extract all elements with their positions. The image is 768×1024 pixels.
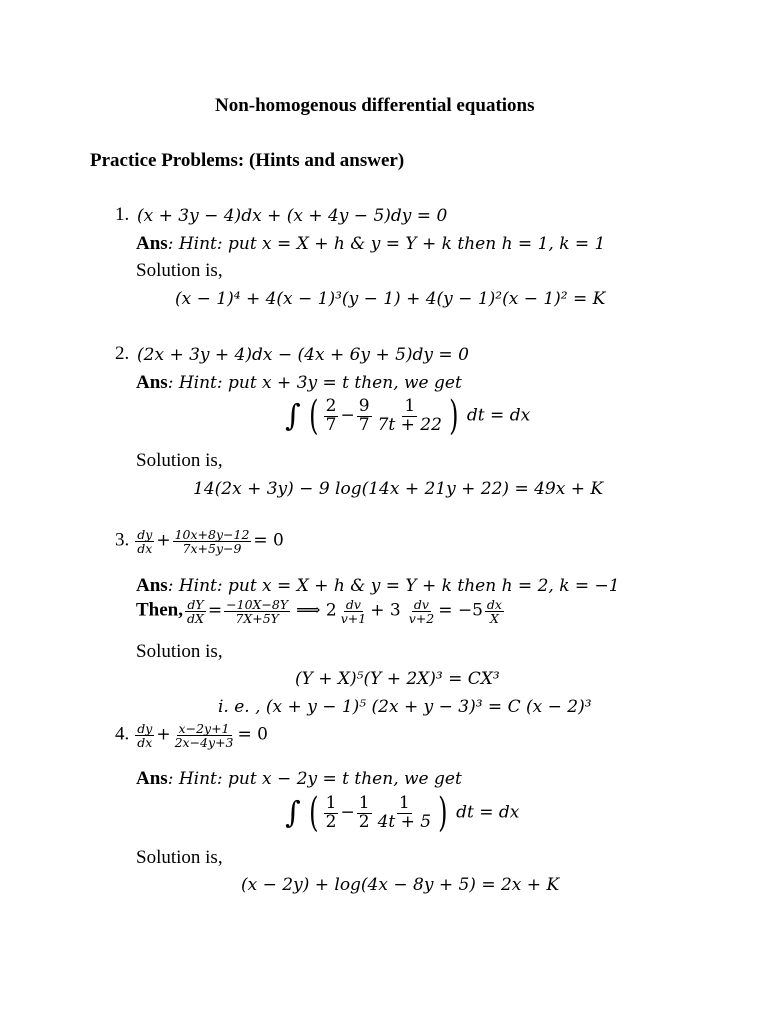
solution-label: Solution is, xyxy=(136,641,223,662)
problem-3-solution-ie: i. e. , (x + y − 1)⁵ (2x + y − 3)³ = C (x − 2)³ xyxy=(218,697,592,717)
ans-label: Ans xyxy=(136,372,168,393)
solution-label: Solution is, xyxy=(136,450,223,471)
problem-1-number: 1. xyxy=(115,204,130,225)
section-heading: Practice Problems: (Hints and answer) xyxy=(90,150,405,171)
problem-3-hint xyxy=(136,575,620,597)
ans-label: Ans xyxy=(136,575,168,596)
hint-text: : Hint: put x + 3y = t then, we get xyxy=(167,373,462,393)
problem-3-equation: 3. $\frac{dy}{dx}$ + $\frac{10x+8y-12}{7x+5y-9}$ = 0 xyxy=(115,527,284,557)
problem-4-integral: ∫ ( $\frac{1}{2}$ − $\frac{1}{2}$ $\frac{1}{4t + 5}$ ) dt = dx xyxy=(285,790,520,836)
hint-text: : Hint: put x = X + h & y = Y + k then h = 2, k = −1 xyxy=(167,576,620,596)
integral-sign: ∫ xyxy=(285,795,301,831)
problem-2-number: 2. xyxy=(115,343,130,364)
ans-label: Ans xyxy=(136,768,168,789)
problem-2-equation: (2x + 3y + 4)dx − (4x + 6y + 5)dy = 0 xyxy=(137,345,469,365)
hint-text: : Hint: put x = X + h & y = Y + k then h = 1, k = 1 xyxy=(167,234,606,254)
problem-1-equation: (x + 3y − 4)dx + (x + 4y − 5)dy = 0 xyxy=(137,206,448,226)
problem-2-solution: 14(2x + 3y) − 9 log(14x + 21y + 22) = 49x + K xyxy=(193,479,604,499)
hint-text: : Hint: put x − 2y = t then, we get xyxy=(167,769,462,789)
solution-label: Solution is, xyxy=(136,847,223,868)
problem-4-equation: 4. $\frac{dy}{dx}$ + $\frac{x-2y+1}{2x-4y+3}$ = 0 xyxy=(115,721,268,751)
integral-sign: ∫ xyxy=(285,398,301,434)
ans-label: Ans xyxy=(136,233,168,254)
problem-2-integral: ∫ ( $\frac{2}{7}$ − $\frac{9}{7}$ $\frac{1}{7t + 22}$ ) dt = dx xyxy=(285,393,531,439)
problem-2-hint xyxy=(136,372,462,394)
page-title: Non-homogenous differential equations xyxy=(215,95,535,116)
problem-1-hint xyxy=(136,233,605,255)
problem-4-hint xyxy=(136,768,462,790)
solution-label: Solution is, xyxy=(136,260,223,281)
problem-4-solution: (x − 2y) + log(4x − 8y + 5) = 2x + K xyxy=(241,875,560,895)
problem-1-solution: (x − 1)⁴ + 4(x − 1)³(y − 1) + 4(y − 1)²(x − 1)² = K xyxy=(175,289,606,309)
problem-3-solution: (Y + X)⁵(Y + 2X)³ = CX³ xyxy=(295,669,500,689)
problem-3-then: Then, $\frac{dY}{dX}$ = $\frac{-10X-8Y}{7X+5Y}$ ⟹ 2 $\frac{dv}{v+1}$ + 3 $\frac{dv}{v+2}$ = −5 $\frac{dx}{X}$ xyxy=(136,597,502,627)
